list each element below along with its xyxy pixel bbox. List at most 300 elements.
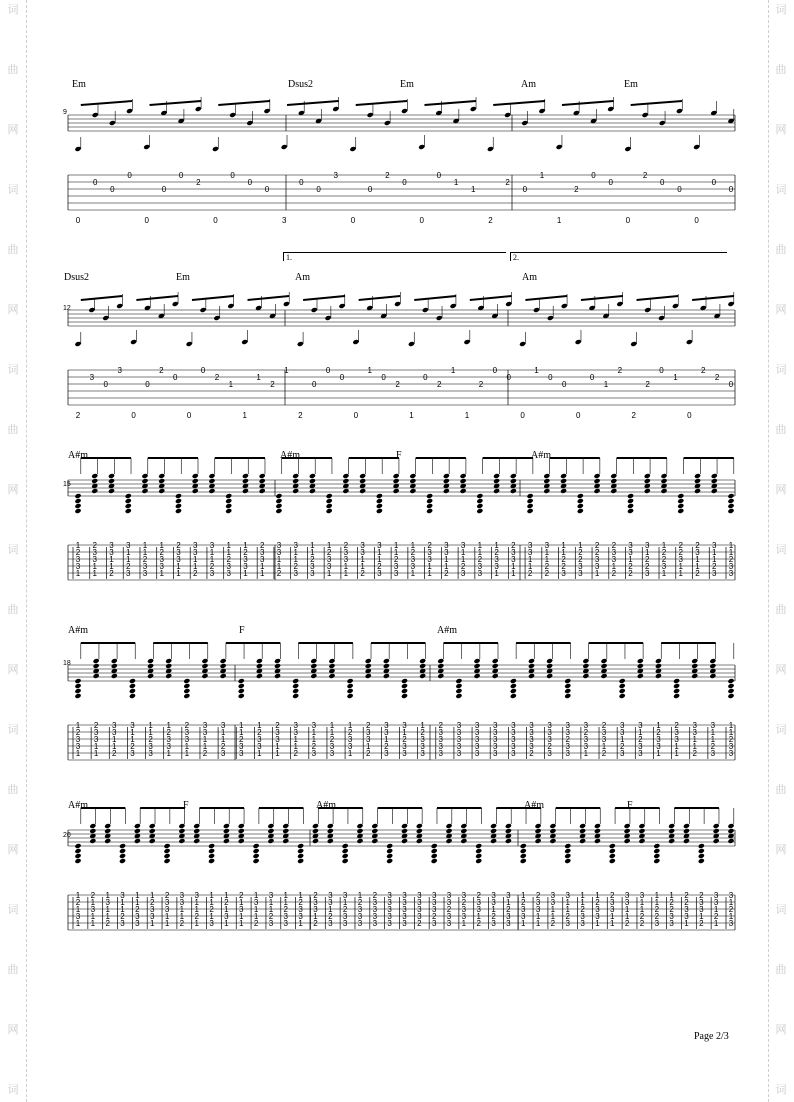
note-head (201, 658, 208, 664)
note-head (698, 853, 705, 859)
note-head (627, 498, 634, 504)
tab-number: 2 (224, 898, 229, 907)
note-head (253, 853, 260, 859)
tab-number: 3 (474, 721, 480, 730)
note-head (624, 828, 631, 834)
tab-number: 1 (556, 216, 562, 225)
tab-number: 0 (381, 373, 386, 382)
tab-number: 1 (678, 562, 683, 571)
note-head (282, 828, 289, 834)
note-head (327, 823, 334, 829)
note-head (560, 473, 567, 479)
tab-number: 2 (93, 721, 99, 730)
watermark-glyph: 网 (7, 123, 19, 136)
tab-number: 2 (384, 742, 389, 751)
note-head (535, 823, 542, 829)
watermark-glyph: 网 (7, 303, 19, 316)
tab-number: 0 (186, 411, 192, 420)
tab-number: 1 (209, 898, 214, 907)
note-head (546, 663, 553, 669)
tab-number: 3 (192, 541, 198, 550)
tab-number: 3 (276, 548, 282, 557)
note-head (192, 488, 199, 494)
note-head (520, 848, 527, 854)
tab-number: 2 (645, 380, 650, 389)
tab-number: 3 (565, 749, 570, 758)
tab-number: 3 (461, 912, 467, 921)
note-head (267, 823, 274, 829)
note-head (74, 146, 81, 152)
tab-number: 3 (491, 891, 496, 900)
tab-number: 2 (427, 541, 432, 550)
note-head (383, 663, 390, 669)
tab-number: 3 (393, 569, 399, 578)
watermark-glyph: 词 (7, 183, 19, 196)
tab-number: 2 (142, 555, 148, 564)
tab-number: 1 (511, 569, 516, 578)
tab-number: 1 (184, 749, 190, 758)
note-head (376, 493, 383, 499)
tab-number: 2 (511, 541, 516, 550)
tab-number: 3 (326, 555, 332, 564)
chord-label: F (183, 800, 189, 811)
tab-number: 2 (164, 891, 170, 900)
tab-number: 1 (656, 721, 661, 730)
tab-number: 3 (624, 891, 630, 900)
tab-number: 1 (550, 912, 556, 921)
note-head (487, 146, 494, 152)
tab-number: 2 (310, 555, 315, 564)
chord-label: F (396, 450, 402, 461)
tab-number: 3 (176, 548, 181, 557)
note-head (129, 683, 136, 689)
tab-number: 1 (283, 891, 288, 900)
tab-number: 3 (342, 912, 348, 921)
note-head (561, 303, 568, 309)
note-head (130, 339, 137, 345)
note-head (610, 478, 617, 484)
tab-number: 3 (431, 919, 437, 928)
tab-number: 1 (673, 373, 678, 382)
note-head (108, 473, 115, 479)
chord-label: Em (624, 79, 638, 90)
tab-number: 3 (329, 749, 335, 758)
note-head (546, 673, 553, 679)
tab-number: 2 (239, 891, 244, 900)
note-head (535, 828, 542, 834)
tab-number: 3 (253, 898, 259, 907)
beam (192, 296, 234, 300)
note-head (510, 473, 517, 479)
tab-number: 0 (92, 178, 98, 187)
note-head (208, 473, 215, 479)
tab-number: 1 (93, 742, 99, 751)
tab-number: 1 (710, 735, 716, 744)
tab-number: 2 (699, 891, 704, 900)
tab-number: 0 (367, 185, 373, 194)
tab-number: 3 (550, 898, 556, 907)
tab-number: 2 (135, 905, 140, 914)
note-head (655, 673, 662, 679)
tab-number: 2 (728, 735, 734, 744)
tab-number: 1 (561, 541, 566, 550)
note-head (594, 823, 601, 829)
note-head (691, 673, 698, 679)
note-head (476, 493, 483, 499)
tab-number: 2 (628, 562, 633, 571)
note-head (619, 678, 626, 684)
tab-number: 1 (639, 905, 645, 914)
tab-number: 3 (226, 562, 231, 571)
tab-number: 2 (329, 735, 335, 744)
tab-number: 1 (202, 742, 208, 751)
tab-number: 2 (393, 555, 399, 564)
tab-number: 3 (595, 912, 600, 921)
tab-number: 3 (342, 891, 348, 900)
tab-number: 3 (298, 905, 303, 914)
tab-number: 1 (239, 721, 244, 730)
tab-number: 3 (149, 905, 155, 914)
watermark-glyph: 曲 (7, 963, 19, 976)
tab-number: 3 (75, 555, 81, 564)
note-head (455, 693, 462, 699)
note-head (436, 315, 443, 321)
note-head (637, 663, 644, 669)
tab-number: 3 (583, 742, 589, 751)
tab-number: 1 (228, 380, 234, 389)
tab-number: 3 (126, 541, 131, 550)
tab-number: 1 (342, 898, 348, 907)
note-head (543, 488, 550, 494)
note-head (504, 112, 511, 118)
tab-number: 2 (365, 721, 371, 730)
tab-number: 3 (372, 919, 378, 928)
tab-number: 3 (281, 216, 287, 225)
note-head (208, 478, 215, 484)
tab-number: 1 (135, 891, 140, 900)
note-head (445, 838, 452, 844)
tab-number: 3 (372, 905, 378, 914)
tab-number: 3 (402, 905, 407, 914)
tab-number: 1 (75, 721, 81, 730)
tab-number: 0 (127, 171, 132, 180)
note-head (371, 823, 378, 829)
note-head (386, 853, 393, 859)
watermark-glyph: 网 (7, 1023, 19, 1036)
tab-number: 1 (402, 728, 407, 737)
note-head (547, 315, 554, 321)
tab-number: 3 (444, 548, 449, 557)
tab-number: 3 (474, 735, 480, 744)
note-head (709, 663, 716, 669)
note-head (564, 848, 571, 854)
tab-number: 3 (148, 749, 153, 758)
chord-label: A#m (437, 625, 457, 636)
tab-number: 3 (656, 735, 661, 744)
note-head (437, 673, 444, 679)
note-head (141, 473, 148, 479)
note-head (564, 683, 571, 689)
note-head (183, 678, 190, 684)
tab-number: 3 (638, 721, 643, 730)
tab-number: 1 (347, 721, 353, 730)
note-head (292, 478, 299, 484)
note-head (577, 508, 584, 514)
watermark-glyph: 曲 (7, 243, 19, 256)
tab-number: 2 (148, 735, 153, 744)
tab-number: 2 (270, 380, 275, 389)
note-head (111, 658, 118, 664)
tab-number: 2 (298, 898, 303, 907)
note-head (259, 478, 266, 484)
tab-number: 2 (547, 742, 552, 751)
tab-number: 3 (427, 548, 432, 557)
tab-number: 0 (311, 380, 317, 389)
tab-number: 3 (521, 905, 526, 914)
note-head (164, 853, 171, 859)
tab-number: 3 (377, 541, 382, 550)
beam (424, 101, 476, 105)
tab-number: 2 (209, 562, 215, 571)
tab-number: 3 (372, 898, 378, 907)
watermark-glyph: 曲 (775, 963, 787, 976)
note-head (338, 303, 345, 309)
beam (637, 296, 679, 300)
note-head (727, 838, 734, 844)
tab-number: 3 (654, 919, 660, 928)
note-head (653, 853, 660, 859)
tab-number: 1 (444, 555, 449, 564)
note-head (238, 828, 245, 834)
note-head (125, 508, 132, 514)
tab-number: 3 (126, 569, 131, 578)
note-head (178, 823, 185, 829)
note-head (521, 120, 528, 126)
tab-number: 2 (372, 891, 378, 900)
tab-number: 2 (214, 373, 220, 382)
tab-number: 2 (654, 912, 660, 921)
note-head (220, 663, 227, 669)
tab-number: 0 (161, 185, 167, 194)
tab-number: 3 (684, 912, 689, 921)
tab-number: 3 (209, 541, 215, 550)
note-head (220, 658, 227, 664)
tab-number: 1 (239, 898, 244, 907)
tab-number: 3 (565, 742, 570, 751)
note-head (393, 488, 400, 494)
tab-number: 3 (431, 898, 437, 907)
note-head (644, 473, 651, 479)
note-head (409, 473, 416, 479)
tab-number: 3 (226, 569, 231, 578)
tab-number: 2 (395, 380, 400, 389)
note-head (560, 478, 567, 484)
tab-number: 3 (93, 728, 99, 737)
note-head (727, 688, 734, 694)
note-head (141, 488, 148, 494)
note-head (147, 658, 154, 664)
tab-number: 1 (713, 919, 719, 928)
note-head (328, 673, 335, 679)
tab-number: 3 (446, 898, 452, 907)
tab-number: 1 (75, 541, 81, 550)
note-head (74, 693, 81, 699)
tab-number: 1 (326, 541, 332, 550)
note-head (564, 693, 571, 699)
tab-number: 1 (120, 898, 125, 907)
tab-number: 3 (550, 891, 556, 900)
watermark-glyph: 词 (7, 723, 19, 736)
note-head (683, 828, 690, 834)
note-head (125, 498, 132, 504)
tab-number: 1 (527, 562, 533, 571)
tab-number: 3 (492, 749, 498, 758)
tab-number: 2 (674, 721, 679, 730)
tab-number: 1 (253, 912, 259, 921)
watermark-glyph: 词 (775, 183, 787, 196)
tab-number: 3 (547, 721, 552, 730)
tab-number: 2 (126, 562, 131, 571)
tab-number: 3 (456, 728, 462, 737)
tab-number: 2 (385, 171, 390, 180)
tab-number: 3 (431, 905, 437, 914)
tab-number: 3 (580, 912, 585, 921)
beam (303, 296, 345, 300)
tab-number: 1 (311, 728, 317, 737)
note-head (431, 853, 438, 859)
note-head (445, 823, 452, 829)
note-head (175, 498, 182, 504)
note-head (419, 663, 426, 669)
note-head (644, 478, 651, 484)
note-head (359, 473, 366, 479)
note-head (668, 828, 675, 834)
tab-number: 1 (148, 721, 153, 730)
tab-number: 3 (511, 749, 516, 758)
tab-number: 1 (511, 562, 516, 571)
watermark-glyph: 曲 (775, 783, 787, 796)
note-head (460, 828, 467, 834)
tab-number: 1 (544, 548, 550, 557)
measure-number: 20 (63, 832, 71, 839)
tab-number: 1 (253, 891, 259, 900)
watermark-glyph: 网 (7, 843, 19, 856)
note-head (401, 828, 408, 834)
note-head (175, 508, 182, 514)
watermark-glyph: 词 (775, 3, 787, 16)
note-head (297, 853, 304, 859)
note-head (594, 473, 601, 479)
tab-number: 1 (75, 749, 81, 758)
tab-number: 3 (645, 541, 650, 550)
tab-number: 1 (713, 905, 719, 914)
tab-number: 3 (75, 742, 81, 751)
tab-number: 3 (298, 912, 303, 921)
tab-number: 1 (427, 562, 432, 571)
note-head (659, 120, 666, 126)
chord-label: A#m (68, 625, 88, 636)
note-head (111, 673, 118, 679)
tab-number: 1 (166, 721, 171, 730)
tab-number: 2 (669, 905, 674, 914)
note-head (183, 688, 190, 694)
tab-number: 3 (135, 912, 140, 921)
tab-number: 3 (328, 891, 333, 900)
tab-number: 2 (347, 728, 353, 737)
note-head (493, 478, 500, 484)
tab-number: 3 (417, 912, 422, 921)
note-head (328, 658, 335, 664)
system-3 (0, 440, 794, 610)
tab-number: 1 (293, 548, 298, 557)
note-head (309, 488, 316, 494)
chord-label: A#m (68, 450, 88, 461)
note-head (352, 339, 359, 345)
tab-number: 3 (611, 548, 617, 557)
note-head (147, 663, 154, 669)
tab-number: 2 (656, 728, 661, 737)
note-head (91, 473, 98, 479)
tab-number: 1 (393, 541, 399, 550)
tab-number: 2 (75, 548, 81, 557)
tab-number: 0 (75, 216, 81, 225)
chord-label: Am (295, 272, 310, 283)
tab-number: 3 (638, 749, 643, 758)
note-head (242, 488, 249, 494)
note-head (475, 853, 482, 859)
note-head (238, 838, 245, 844)
tab-number: 2 (654, 905, 660, 914)
tab-number: 3 (384, 721, 389, 730)
tab-number: 2 (728, 905, 734, 914)
note-head (143, 144, 150, 150)
tab-number: 0 (575, 411, 581, 420)
tab-number: 3 (311, 721, 317, 730)
tab-number: 2 (460, 562, 466, 571)
note-head (208, 853, 215, 859)
note-head (193, 828, 200, 834)
note-head (349, 146, 356, 152)
tab-number: 3 (474, 728, 480, 737)
note-head (527, 508, 534, 514)
tab-number: 2 (402, 735, 407, 744)
tab-number: 1 (105, 891, 110, 900)
note-head (475, 858, 482, 864)
tab-number: 2 (574, 185, 579, 194)
tab-number: 2 (505, 178, 510, 187)
tab-number: 2 (712, 562, 717, 571)
tab-number: 2 (476, 891, 481, 900)
beam (287, 101, 339, 105)
note-head (668, 838, 675, 844)
tab-number: 2 (488, 216, 493, 225)
note-head (104, 823, 111, 829)
tab-number: 1 (179, 912, 185, 921)
tab-number: 3 (130, 721, 135, 730)
tab-number: 0 (589, 373, 595, 382)
note-head (371, 828, 378, 834)
tab-number: 2 (565, 912, 570, 921)
tab-number: 3 (239, 742, 244, 751)
note-head (727, 503, 734, 509)
note-head (727, 693, 734, 699)
tab-number: 3 (347, 735, 353, 744)
beam (359, 296, 401, 300)
tab-number: 3 (387, 912, 392, 921)
tab-number: 1 (293, 735, 298, 744)
watermark-glyph: 曲 (7, 423, 19, 436)
tab-number: 3 (192, 548, 198, 557)
